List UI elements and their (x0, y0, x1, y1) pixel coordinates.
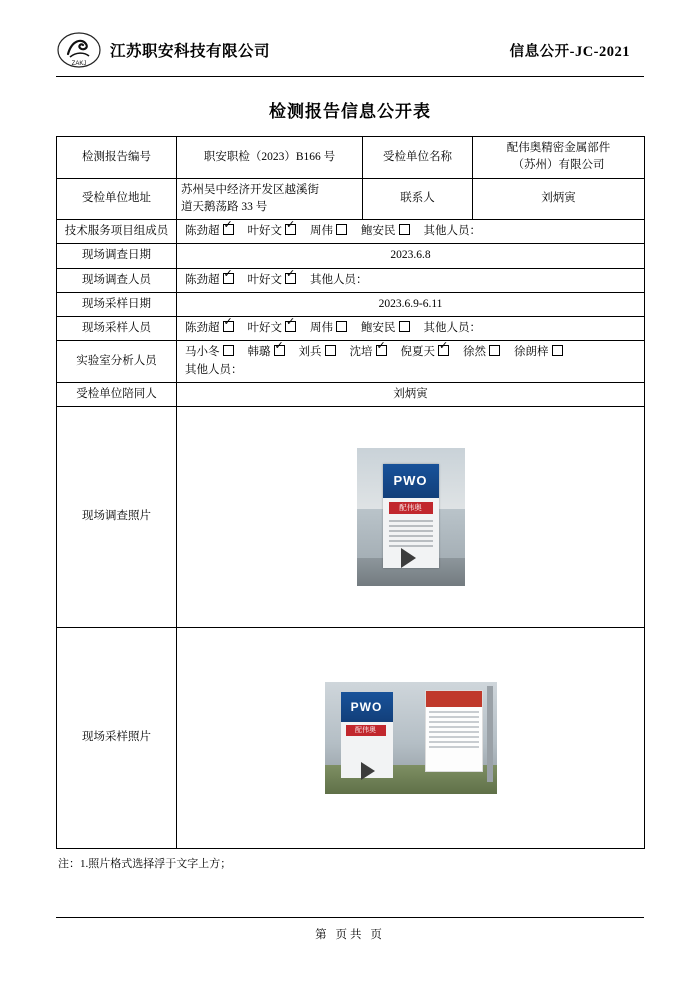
sign-sub-text: 配伟奥 (346, 725, 386, 736)
table-row (57, 137, 645, 179)
page-header (56, 0, 644, 72)
person-entry: 叶好文 ✓ (248, 223, 297, 240)
photo-red-board (425, 690, 483, 772)
sign-brand-text: PWO (383, 464, 439, 498)
address-value (177, 178, 363, 220)
person-entry: 徐朗梓 (514, 344, 563, 361)
photo-post (487, 686, 493, 782)
svg-text:ZAKJ: ZAKJ (71, 61, 87, 67)
person-entry: 陈劲超 ✓ (185, 223, 234, 240)
person-entry: 倪夏天 ✓ (401, 344, 450, 361)
survey-people-label: 现场调查人员 (57, 268, 177, 292)
address-line2: 道天鹅荡路 33 号 (181, 200, 268, 213)
company-logo-icon (56, 30, 102, 70)
lab-people-line (181, 344, 640, 361)
contact-value: 刘炳寅 (473, 178, 645, 220)
survey-photo-label: 现场调查照片 (57, 407, 177, 628)
sampling-photo-wrap (181, 631, 640, 845)
client-value (473, 137, 645, 179)
page-number: 第 页共 页 (315, 929, 385, 941)
checkbox[interactable] (223, 273, 234, 284)
address-line1: 苏州吴中经济开发区越溪街 (181, 183, 319, 196)
sign-brand-text: PWO (341, 692, 393, 722)
person-entry: 徐然 (463, 344, 500, 361)
team-others-label: 其他人员： (423, 225, 481, 237)
table-row (57, 178, 645, 220)
person-entry: 鲍安民 (361, 320, 410, 337)
team-people-line (181, 223, 640, 240)
checkbox[interactable] (223, 224, 234, 235)
person-entry: 马小冬 (185, 344, 234, 361)
table-row (57, 317, 645, 341)
checkbox[interactable] (223, 321, 234, 332)
company-name: 江苏职安科技有限公司 (110, 43, 271, 60)
survey-people-line (181, 272, 640, 289)
sampling-photo-cell (177, 628, 645, 849)
photo-play-arrow-icon (401, 548, 416, 568)
page-footer (56, 917, 644, 942)
sampling-people-line (181, 320, 640, 337)
contact-label: 联系人 (363, 178, 473, 220)
table-row (57, 220, 645, 244)
table-row (57, 382, 645, 406)
red-board-header (426, 691, 482, 707)
table-row (57, 268, 645, 292)
survey-people-value (177, 268, 645, 292)
person-entry: 叶好文 ✓ (248, 320, 297, 337)
person-entry: 陈劲超 ✓ (185, 320, 234, 337)
accompany-value: 刘炳寅 (177, 382, 645, 406)
client-value-line1: 配伟奥精密金属部件 (506, 142, 611, 154)
person-entry: 鲍安民 (361, 223, 410, 240)
person-entry: 周伟 (310, 223, 347, 240)
sampling-others-label: 其他人员： (423, 322, 481, 334)
report-no-label: 检测报告编号 (57, 137, 177, 179)
sampling-photo-label: 现场采样照片 (57, 628, 177, 849)
checkbox[interactable] (336, 224, 347, 235)
sampling-date-label: 现场采样日期 (57, 292, 177, 316)
table-row (57, 341, 645, 383)
checkbox[interactable] (336, 321, 347, 332)
page-title: 检测报告信息公开表 (269, 102, 431, 121)
sampling-people-label: 现场采样人员 (57, 317, 177, 341)
report-no-value: 职安职检（2023）B166 号 (177, 137, 363, 179)
sampling-date-value: 2023.6.9-6.11 (177, 292, 645, 316)
table-row (57, 244, 645, 268)
lab-others-label: 其他人员： (185, 363, 243, 376)
accompany-label: 受检单位陪同人 (57, 382, 177, 406)
footnote: 注：1.照片格式选择浮于文字上方； (58, 858, 232, 870)
survey-others-label: 其他人员： (310, 273, 368, 286)
team-label: 技术服务项目组成员 (57, 220, 177, 244)
survey-photo-image (357, 448, 465, 586)
checkbox[interactable] (274, 345, 285, 356)
info-table (56, 136, 645, 849)
survey-photo-cell (177, 407, 645, 628)
table-row (57, 292, 645, 316)
client-value-line2: （苏州）有限公司 (512, 159, 605, 172)
person-entry: 沈培 ✓ (350, 344, 387, 361)
person-entry: 韩璐 ✓ (248, 344, 285, 361)
address-label: 受检单位地址 (57, 178, 177, 220)
red-board-body (426, 707, 482, 755)
checkbox[interactable] (285, 321, 296, 332)
survey-date-label: 现场调查日期 (57, 244, 177, 268)
footer-divider (56, 917, 644, 918)
checkbox[interactable] (285, 273, 296, 284)
checkbox[interactable] (399, 321, 410, 332)
photo-play-arrow-icon (361, 762, 375, 780)
lab-others-line (181, 362, 640, 379)
client-label: 受检单位名称 (363, 137, 473, 179)
document-code: 信息公开-JC-2021 (509, 43, 630, 60)
person-entry: 周伟 (310, 320, 347, 337)
header-left-group (56, 30, 270, 70)
person-entry: 陈劲超 ✓ (185, 272, 234, 289)
checkbox[interactable] (285, 224, 296, 235)
table-row (57, 628, 645, 849)
lab-value (177, 341, 645, 383)
sampling-people-value (177, 317, 645, 341)
sampling-photo-image (325, 682, 497, 794)
checkbox[interactable] (223, 345, 234, 356)
person-entry: 刘兵 (299, 344, 336, 361)
survey-date-value: 2023.6.8 (177, 244, 645, 268)
team-value (177, 220, 645, 244)
table-row (57, 407, 645, 628)
checkbox[interactable] (325, 345, 336, 356)
lab-label: 实验室分析人员 (57, 341, 177, 383)
survey-photo-wrap (181, 410, 640, 624)
sign-sub-text: 配伟奥 (389, 502, 433, 514)
checkbox[interactable] (376, 345, 387, 356)
checkbox[interactable] (399, 224, 410, 235)
checkbox[interactable] (489, 345, 500, 356)
checkbox[interactable] (438, 345, 449, 356)
person-entry: 叶好文 ✓ (248, 272, 297, 289)
sign-text-lines (389, 520, 433, 550)
checkbox[interactable] (552, 345, 563, 356)
header-divider (56, 76, 644, 77)
